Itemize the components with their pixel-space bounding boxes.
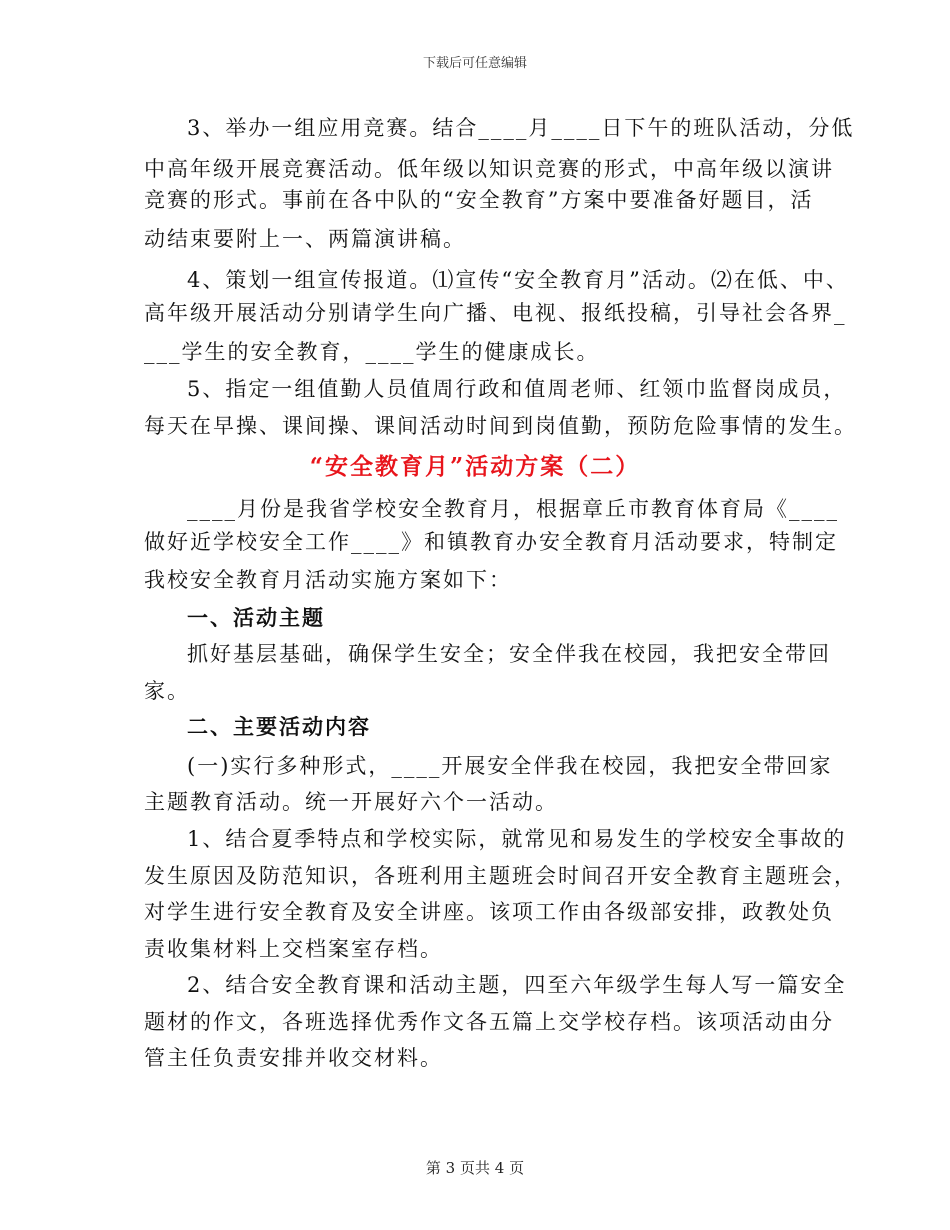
text-line: 中高年级开展竞赛活动。低年级以知识竞赛的形式，中高年级以演讲 [144,157,834,181]
text-line: 管主任负责安排并收交材料。 [144,1046,443,1070]
text-line: (一)实行多种形式，____开展安全伴我在校园，我把安全带回家 [187,754,833,778]
text-line: 竞赛的形式。事前在各中队的“安全教育”方案中要准备好题目，活 [144,188,814,212]
text-line: 抓好基层基础，确保学生安全；安全伴我在校园，我把安全带回 [187,642,831,666]
heading-main-activities: 二、主要活动内容 [187,714,371,739]
text-line: 每天在早操、课间操、课间活动时间到岗值勤，预防危险事情的发生。 [144,414,857,438]
text-line: 3、举办一组应用竞赛。结合____月____日下午的班队活动，分低 [187,116,855,140]
text-line: 动结束要附上一、两篇演讲稿。 [144,227,466,251]
page-header: 下载后可任意编辑 [422,56,527,71]
heading-activity-theme: 一、活动主题 [187,605,325,630]
text-line: 发生原因及防范知识，各班利用主题班会时间召开安全教育主题班会， [144,864,857,888]
text-line: 对学生进行安全教育及安全讲座。该项工作由各级部安排，政教处负 [144,900,834,924]
text-line: 家。 [144,679,190,703]
text-line: ____月份是我省学校安全教育月，根据章丘市教育体育局《____ [187,497,839,521]
text-line: ___学生的安全教育，____学生的健康成长。 [144,340,600,364]
text-line: 题材的作文，各班选择优秀作文各五篇上交学校存档。该项活动由分 [144,1010,834,1034]
document-title: “安全教育月”活动方案（二） [309,453,641,480]
text-line: 2、结合安全教育课和活动主题，四至六年级学生每人写一篇安全 [187,973,847,997]
text-line: 高年级开展活动分别请学生向广播、电视、报纸投稿，引导社会各界_ [144,301,847,325]
text-line: 我校安全教育月活动实施方案如下： [144,568,512,592]
text-line: 责收集材料上交档案室存档。 [144,937,443,961]
text-line: 5、指定一组值勤人员值周行政和值周老师、红领巾监督岗成员， [187,377,847,401]
page-footer: 第 3 页共 4 页 [425,1159,525,1177]
text-line: 1、结合夏季特点和学校实际，就常见和易发生的学校安全事故的 [187,827,847,851]
text-line: 做好近学校安全工作____》和镇教育办安全教育月活动要求，特制定 [144,530,838,554]
text-line: 主题教育活动。统一开展好六个一活动。 [144,790,558,814]
text-line: 4、策划一组宣传报道。⑴宣传“安全教育月”活动。⑵在低、中、 [187,268,849,292]
